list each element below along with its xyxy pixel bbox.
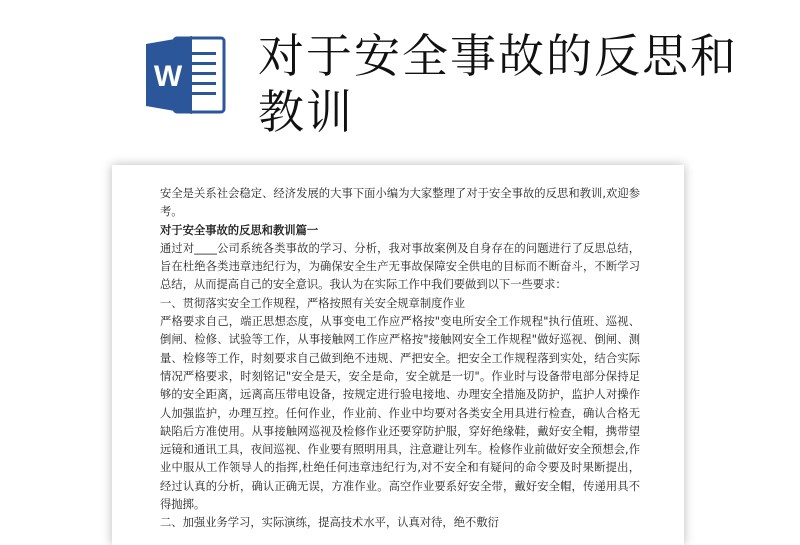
document-title: 对于安全事故的反思和教训 <box>258 29 738 139</box>
body-paragraph: 通过对____公司系统各类事故的学习、分析，我对事故案例及自身存在的问题进行了反思总结，旨在杜绝各类违章违纪行为，为确保安全生产无事故保障安全供电的目标而不断奋斗，不断学习总结，从而提高自己的安全意识。我认为在实际工作中我们要做到以下一些要求： <box>160 241 640 292</box>
section-heading: 对于安全事故的反思和教训篇一 <box>160 223 319 237</box>
intro-paragraph: 安全是关系社会稳定、经济发展的大事下面小编为大家整理了对于安全事故的反思和教训,欢迎参考。 <box>160 187 640 219</box>
word-icon <box>140 30 230 120</box>
document-header <box>0 0 800 160</box>
subheading-2: 二、加强业务学习，实际演练，提高技术水平，认真对待，绝不敷衍 <box>160 516 499 530</box>
body-paragraph: 严格要求自己，端正思想态度，从事变电工作应严格按"变电所安全工作规程"执行值班、巡视、倒闸、检修、试验等工作，从事接触网工作应严格按"接触网安全工作规程"做好巡视、倒闸、测量、检修等工作，时刻要求自己做到绝不违规、严把安全。把安全工作规程落到实处，结合实际情况严格要求，时刻铭记"安全是天，安全是命，安全就是一切"。作业时与设备带电部分保持足够的安全距离，远离高压带电设备，按规定进行验电接地、办理安全措施及防护，监护人对操作人加强监护，办理互控。任何作业，作业前、作业中均要对各类安全用具进行检查，确认合格无缺陷后方准使用。从事接触网巡视及检修作业还要穿防护服，穿好绝缘鞋，戴好安全帽，携带望远镜和通讯工具，夜间巡视、作业要有照明用具，注意避让列车。检修作业前做好安全预想会,作业中服从工作领导人的指挥,杜绝任何违章违纪行为,对不安全和有疑问的命令要及时果断提出，经过认真的分析，确认正确无误，方准作业。高空作业要系好安全带，戴好安全帽，传递用具不得抛掷。 <box>160 315 640 512</box>
svg-text:W: W <box>153 60 183 93</box>
document-body <box>160 185 640 533</box>
document-page <box>112 165 684 545</box>
subheading-1: 一、贯彻落实安全工作规程，严格按照有关安全规章制度作业 <box>160 296 466 310</box>
